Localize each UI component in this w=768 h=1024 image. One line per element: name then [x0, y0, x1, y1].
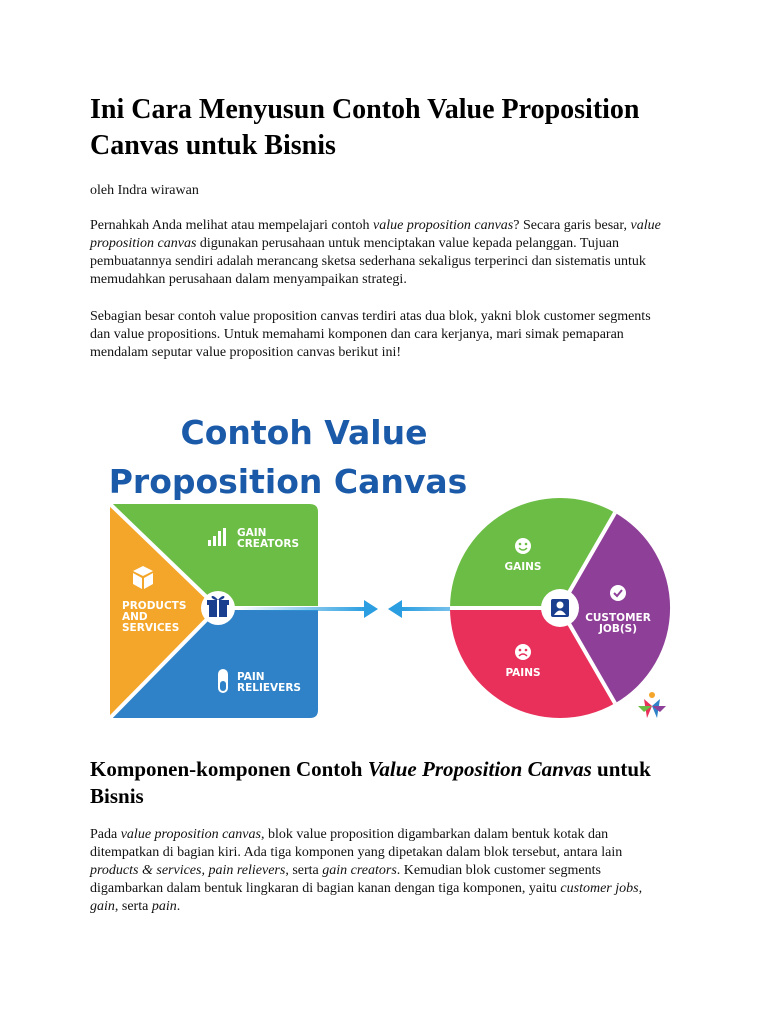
- products-label-2: AND: [122, 611, 148, 623]
- gain-creators-label-2: CREATORS: [237, 538, 300, 550]
- frown-icon: [515, 644, 531, 660]
- smile-icon: [515, 538, 531, 554]
- pain-relievers-label-2: RELIEVERS: [237, 682, 301, 694]
- figure-title-line2: Proposition Canvas: [108, 462, 468, 501]
- byline: oleh Indra wirawan: [90, 183, 199, 198]
- pill-icon: [218, 669, 228, 693]
- pain-relievers-label-1: PAIN: [237, 671, 265, 683]
- figure-title-line1: Contoh Value: [180, 413, 428, 452]
- components-paragraph: Pada value proposition canvas, blok value proposition digambarkan dalam bentuk kotak dan ditempatkan di bagian kiri. Ada tiga komponen yang dipetakan dalam blok tersebut, antara lain products & services, pain relievers, serta gain creators. Kemudian blok customer segments digambarkan dalam bentuk lingkaran di bagian kanan dengan tiga komponen, yaitu customer jobs, gain, serta pain.: [90, 827, 643, 914]
- check-icon: [610, 585, 626, 601]
- customer-jobs-label-1: CUSTOMER: [585, 612, 651, 624]
- article-title: Ini Cara Menyusun Contoh Value Proposition Canvas untuk Bisnis: [90, 94, 640, 161]
- gains-label: GAINS: [504, 561, 542, 573]
- products-label-3: SERVICES: [122, 622, 180, 634]
- customer-profile-circle: [450, 498, 670, 718]
- customer-jobs-label-2: JOB(S): [599, 623, 637, 635]
- person-icon: [551, 599, 569, 617]
- pains-label: PAINS: [505, 667, 541, 679]
- second-paragraph: Sebagian besar contoh value proposition canvas terdiri atas dua blok, yakni blok customer segments dan value propositions. Untuk memahami komponen dan cara kerjanya, mari simak pemaparan mendalam seputar value proposition canvas berikut ini!: [90, 309, 651, 360]
- value-proposition-canvas-figure: [98, 388, 678, 733]
- section-heading: Komponen-komponen Contoh Value Proposition Canvas untuk Bisnis: [90, 757, 651, 808]
- intro-paragraph: Pernahkah Anda melihat atau mempelajari contoh value proposition canvas? Secara garis besar, value proposition canvas digunakan perusahaan untuk menciptakan value kepada pelanggan. Tujuan pembuatannya sendiri adalah merancang sketsa sederhana sekaligus terperinci dan sistematis untuk memudahkan perusahaan dalam menyampaikan strategi.: [90, 218, 661, 287]
- products-label-1: PRODUCTS: [122, 600, 187, 612]
- arrow-right-shaft: [238, 607, 366, 611]
- gain-creators-label-1: GAIN: [237, 527, 267, 539]
